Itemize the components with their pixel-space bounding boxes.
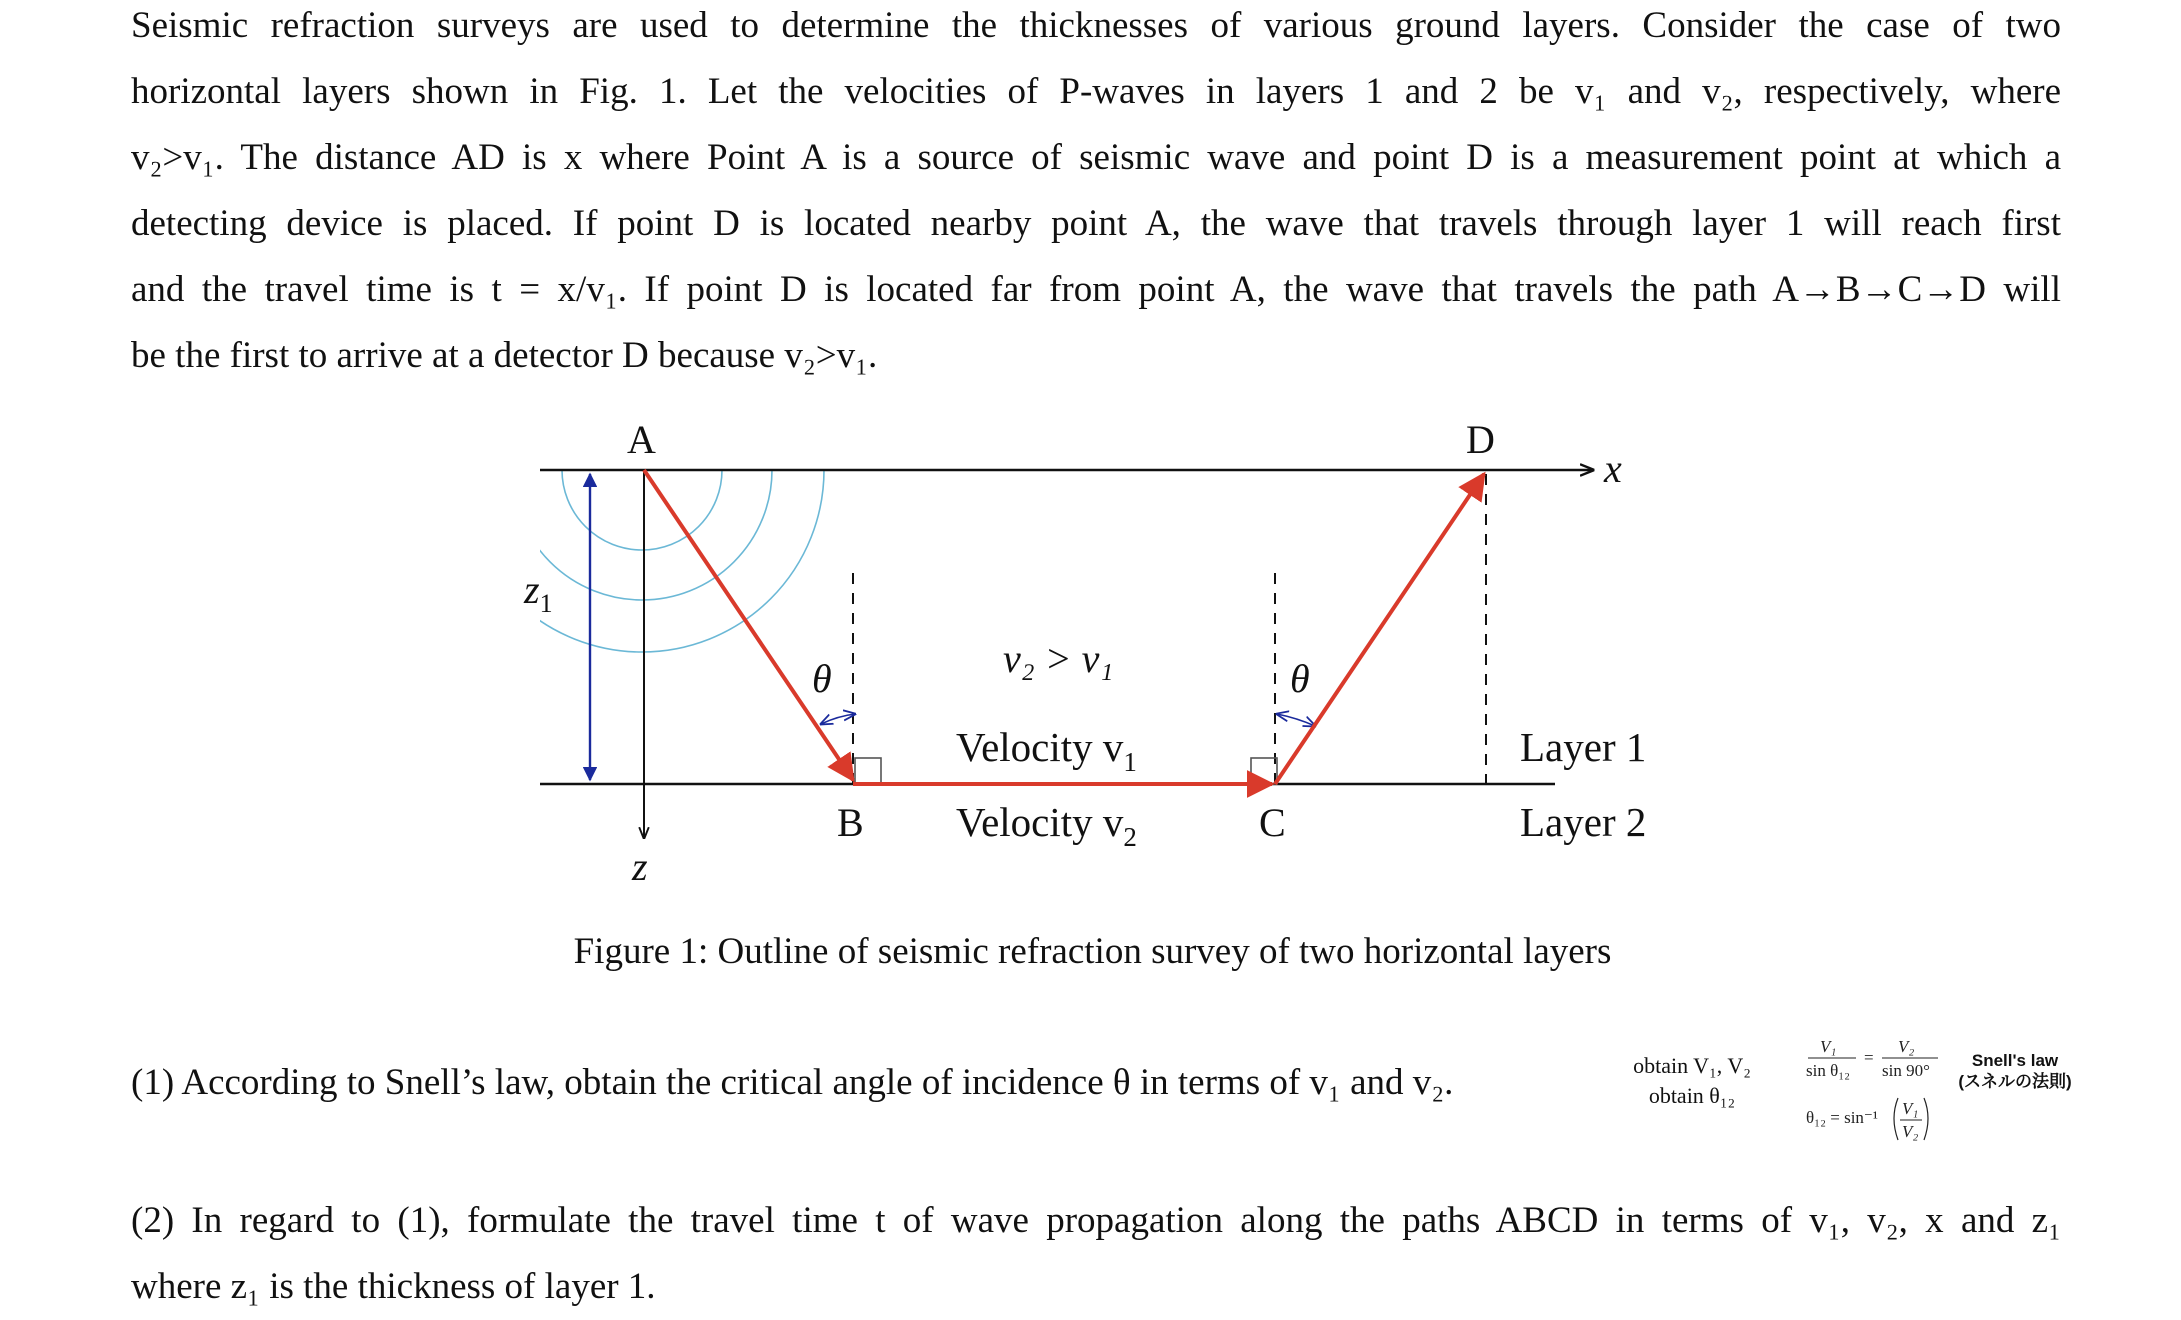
snell-law-jp: (スネルの法則) xyxy=(1958,1072,2072,1091)
handwritten-annotation xyxy=(1612,1051,1772,1111)
angle-arrow-b xyxy=(821,714,855,724)
label-z1 xyxy=(523,567,553,618)
intro-paragraph xyxy=(131,0,2061,389)
label-a: A xyxy=(627,417,656,462)
formula-num-1: V₁ xyxy=(1820,1037,1837,1056)
label-layer2: Layer 2 xyxy=(1520,799,1647,845)
velocity-layer1 xyxy=(956,724,1137,777)
ray-a-to-b xyxy=(644,470,853,780)
theta-b: θ xyxy=(812,656,832,701)
angle-arrow-c xyxy=(1277,714,1315,726)
snell-formula xyxy=(1790,1030,1950,1150)
velocity-layer1-sub: 1 xyxy=(1123,747,1137,777)
question-2-line-2: where z₁ is the thickness of layer 1. xyxy=(131,1266,656,1307)
question-2 xyxy=(131,1188,2061,1320)
label-x: x xyxy=(1604,446,1622,491)
formula2-lhs: θ₁₂ = sin⁻¹ xyxy=(1806,1108,1878,1127)
velocity-relation: v₂ > v₁ xyxy=(1003,636,1114,681)
refraction-figure xyxy=(500,405,1700,905)
theta-c: θ xyxy=(1290,656,1310,701)
velocity-layer2 xyxy=(956,799,1137,852)
formula-den-2: sin 90° xyxy=(1882,1061,1930,1080)
label-c: C xyxy=(1259,800,1286,845)
label-b: B xyxy=(837,800,864,845)
label-z1-main: z xyxy=(524,567,540,612)
question-1: (1) According to Snell’s law, obtain the critical angle of incidence θ in terms of v₁ and v₂. xyxy=(131,1062,1454,1103)
annotation-obtain-velocities: obtain V₁, V₂ xyxy=(1633,1053,1751,1078)
formula-den-1: sin θ₁₂ xyxy=(1806,1061,1851,1080)
velocity-layer2-main: Velocity v xyxy=(956,799,1124,845)
figure-caption: Figure 1: Outline of seismic refraction survey of two horizontal layers xyxy=(573,931,1612,972)
formula-eq: = xyxy=(1864,1048,1874,1067)
label-d: D xyxy=(1466,417,1495,462)
label-layer1: Layer 1 xyxy=(1520,724,1647,770)
ray-c-to-d xyxy=(1275,474,1484,784)
snell-law-label xyxy=(1955,1050,2075,1092)
intro-line-4: detecting device is placed. If point D is located nearby point A, the wave that travels through layer 1 will reach first xyxy=(131,203,2061,244)
intro-line-3: v₂>v₁. The distance AD is x where Point A is a source of seismic wave and point D is a measurement point at which a xyxy=(131,137,2061,178)
right-angle-b xyxy=(855,758,881,784)
intro-line-5: and the travel time is t = x/v₁. If point D is located far from point A, the wave that travels the path A→B→C→D will xyxy=(131,269,2061,310)
intro-line-2: horizontal layers shown in Fig. 1. Let the velocities of P-waves in layers 1 and 2 be v₁ and v₂, respectively, where xyxy=(131,71,2061,112)
velocity-layer1-main: Velocity v xyxy=(956,724,1124,770)
annotation-obtain-angle: obtain θ₁₂ xyxy=(1648,1083,1736,1108)
snell-law-en: Snell's law xyxy=(1971,1051,2059,1070)
label-z1-sub: 1 xyxy=(539,589,553,618)
formula2-den: V₂ xyxy=(1902,1122,1919,1141)
intro-line-6: be the first to arrive at a detector D because v₂>v₁. xyxy=(131,335,878,376)
formula-num-2: V₂ xyxy=(1898,1037,1915,1056)
label-z: z xyxy=(632,844,648,889)
formula2-num: V₁ xyxy=(1902,1099,1919,1118)
formula2-paren-left xyxy=(1894,1098,1898,1140)
right-angle-c xyxy=(1251,758,1277,784)
intro-line-1: Seismic refraction surveys are used to determine the thicknesses of various ground layers. Consider the case of two xyxy=(131,5,2061,46)
formula2-paren-right xyxy=(1924,1098,1928,1140)
velocity-layer2-sub: 2 xyxy=(1123,822,1137,852)
question-2-line-1: (2) In regard to (1), formulate the travel time t of wave propagation along the paths ABCD in terms of v₁, v₂, x and z₁ xyxy=(131,1200,2061,1241)
